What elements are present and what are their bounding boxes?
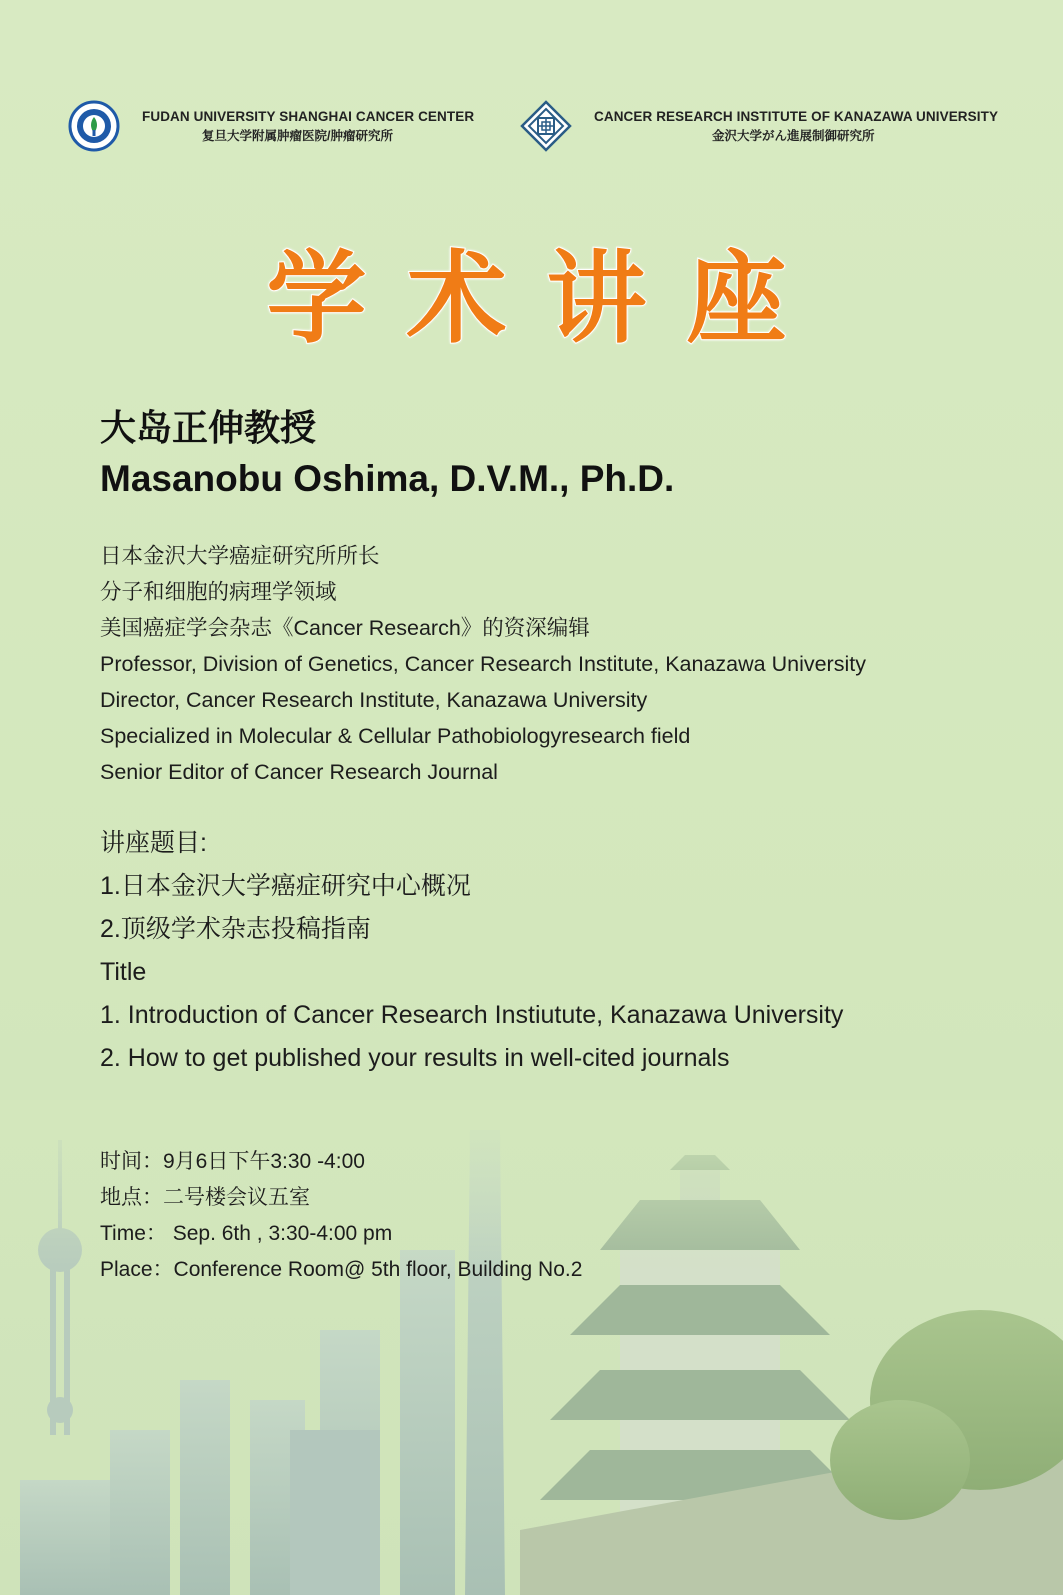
- speaker-name-en: Masanobu Oshima, D.V.M., Ph.D.: [100, 458, 675, 499]
- event-info-list: [100, 1144, 582, 1288]
- lecture-line: 1.日本金沢大学癌症研究中心概况: [100, 872, 471, 900]
- lecture-line: 讲座题目:: [100, 829, 207, 857]
- event-time-zh: 时间：9月6日下午3:30 -4:00: [100, 1150, 365, 1173]
- kanazawa-name-en: CANCER RESEARCH INSTITUTE OF KANAZAWA UNIVERSITY: [594, 109, 999, 125]
- lecture-line: 2.顶级学术杂志投稿指南: [100, 915, 371, 943]
- lecture-line: 1. Introduction of Cancer Research Instiutute, Kanazawa University: [100, 1001, 844, 1029]
- speaker-bio-list: [100, 538, 866, 790]
- fudan-org-header: [68, 100, 474, 152]
- bio-line: Professor, Division of Genetics, Cancer Research Institute, Kanazawa University: [100, 652, 866, 676]
- fudan-name-en: FUDAN UNIVERSITY SHANGHAI CANCER CENTER: [142, 109, 475, 125]
- bio-line: Director, Cancer Research Institute, Kanazawa University: [100, 688, 648, 712]
- bio-line: Senior Editor of Cancer Research Journal: [100, 760, 498, 784]
- bio-line: 美国癌症学会杂志《Cancer Research》的资深编辑: [100, 616, 590, 640]
- lecture-line: Title: [100, 958, 147, 986]
- event-place-en: Place：Conference Room@ 5th floor, Building No.2: [100, 1258, 583, 1281]
- lecture-line: 2. How to get published your results in well-cited journals: [100, 1044, 730, 1072]
- bio-line: 分子和细胞的病理学领域: [100, 580, 337, 604]
- fudan-logo-icon: [68, 100, 120, 152]
- event-time-en: Time： Sep. 6th , 3:30-4:00 pm: [100, 1222, 393, 1245]
- kanazawa-org-header: [520, 100, 998, 152]
- bio-line: Specialized in Molecular & Cellular Pathobiologyresearch field: [100, 724, 691, 748]
- lecture-topics-list: [100, 822, 843, 1080]
- event-place-zh: 地点：二号楼会议五室: [100, 1186, 310, 1209]
- fudan-name-zh: 复旦大学附属肿瘤医院/肿瘤研究所: [202, 128, 393, 143]
- bio-line: 日本金沢大学癌症研究所所长: [100, 544, 380, 568]
- kanazawa-logo-icon: [520, 100, 572, 152]
- poster-title: 学术讲座: [266, 240, 827, 357]
- kanazawa-name-zh: 金沢大学がん進展制御研究所: [712, 128, 875, 143]
- speaker-name-zh: 大岛正伸教授: [100, 407, 317, 448]
